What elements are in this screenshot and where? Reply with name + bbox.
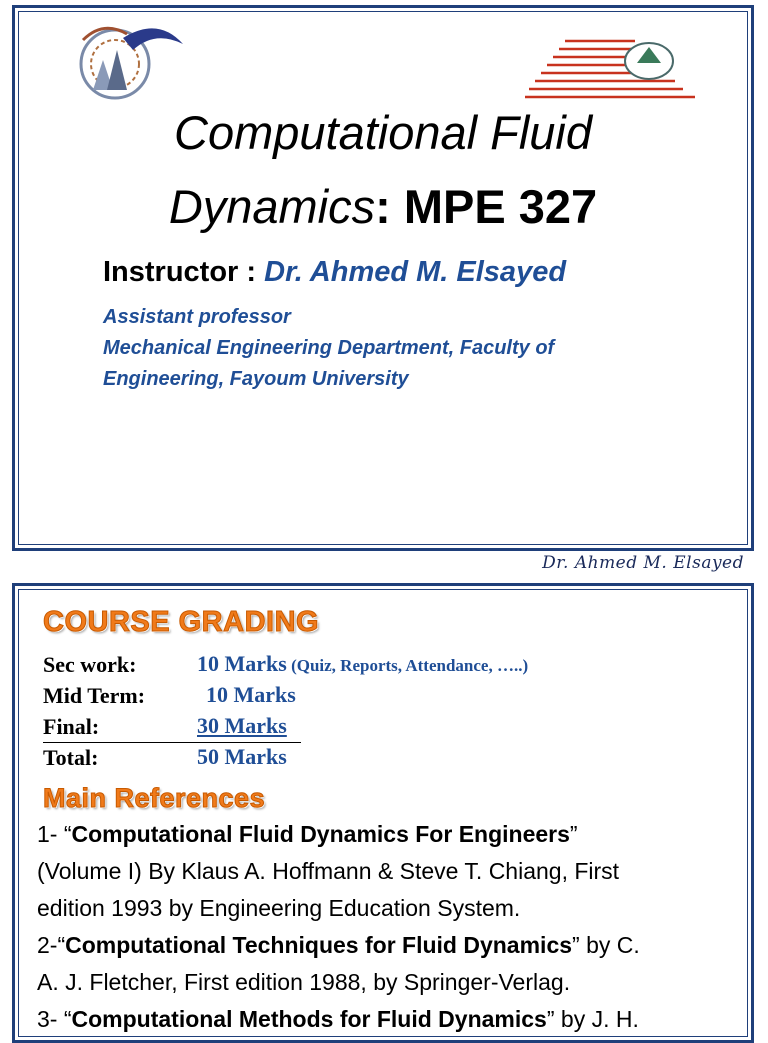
reference-line: edition 1993 by Engineering Education System.	[37, 895, 521, 921]
grading-label: Mid Term:	[43, 683, 146, 708]
grading-marks: 10 Marks	[197, 651, 287, 676]
title-line-2	[15, 170, 751, 244]
title-line-1: Computational Fluid	[174, 106, 592, 159]
references-header: Main References	[43, 783, 266, 813]
reference-line: (Volume I) By Klaus A. Hoffmann & Steve T. Chiang, First	[37, 858, 620, 884]
grading-marks: 30 Marks	[197, 713, 287, 738]
affiliation-line: Assistant professor	[103, 306, 291, 328]
reference-title: Computational Methods for Fluid Dynamics	[71, 1006, 547, 1032]
grading-value	[197, 651, 528, 677]
slide-title	[15, 96, 751, 244]
ref-suffix: ”	[569, 821, 578, 847]
affiliation-line: Mechanical Engineering Department, Faculty of	[103, 337, 555, 359]
title-slide	[12, 5, 754, 551]
reference-title: Computational Techniques for Fluid Dynamics	[65, 932, 573, 958]
reference-line: A. J. Fletcher, First edition 1988, by Springer-Verlag.	[37, 969, 571, 995]
instructor-label: Instructor :	[103, 256, 265, 288]
affiliation	[103, 302, 663, 395]
grading-slide	[12, 583, 754, 1043]
ref-prefix: 1- “	[37, 821, 72, 847]
course-code: : MPE 327	[375, 180, 598, 233]
references-list	[37, 816, 737, 1038]
grading-marks: 50 Marks	[197, 744, 287, 769]
reference-title: Computational Fluid Dynamics For Engineers	[71, 821, 570, 847]
grading-label: Final:	[43, 714, 100, 739]
grading-label: Sec work:	[43, 652, 137, 677]
author-signature: Dr. Ahmed M. Elsayed	[542, 553, 744, 573]
reference-line	[37, 1001, 737, 1038]
total-divider	[43, 742, 301, 743]
instructor-line	[103, 256, 566, 289]
grading-label: Total:	[43, 745, 99, 770]
grading-header: COURSE GRADING	[43, 606, 320, 638]
grading-note: (Quiz, Reports, Attendance, …..)	[286, 656, 529, 675]
title-dynamics: Dynamics	[168, 180, 376, 233]
affiliation-line: Engineering, Fayoum University	[103, 368, 409, 390]
reference-line	[37, 816, 737, 853]
ref-prefix: 2-“	[37, 932, 66, 958]
reference-line	[37, 927, 737, 964]
ref-prefix: 3- “	[37, 1006, 72, 1032]
grading-marks: 10 Marks	[206, 682, 296, 707]
university-logo-icon	[63, 20, 193, 106]
instructor-name: Dr. Ahmed M. Elsayed	[264, 256, 567, 288]
ref-suffix: ” by C.	[572, 932, 640, 958]
ref-suffix: ” by J. H.	[546, 1006, 639, 1032]
